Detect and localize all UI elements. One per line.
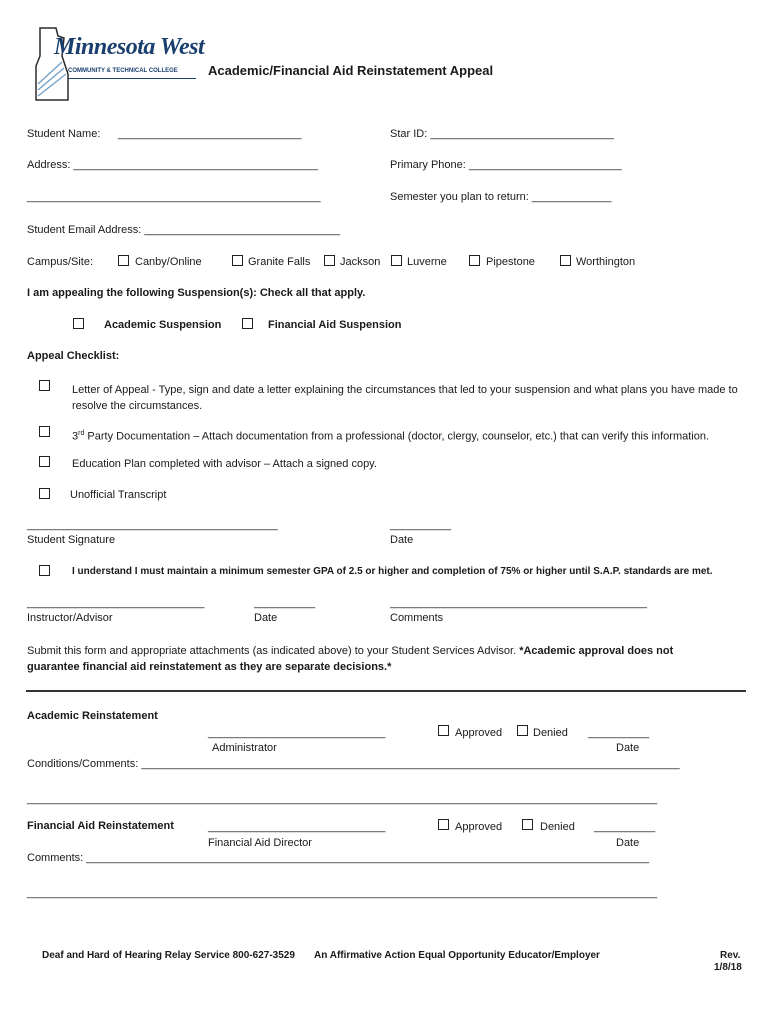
financial-comments-field[interactable]: Comments: ____________________________________________________________________________________________ — [27, 852, 650, 864]
advisor-signature-line[interactable]: _____________________________ — [27, 597, 205, 609]
campus-checkbox-granite-falls[interactable] — [232, 255, 243, 266]
understand-checkbox[interactable] — [39, 565, 50, 576]
advisor-comments-label: Comments — [390, 612, 444, 624]
email-field[interactable]: Student Email Address: ________________________________ — [27, 224, 341, 236]
administrator-label: Administrator — [212, 742, 277, 754]
campus-label-pipestone: Pipestone — [486, 256, 535, 268]
transcript-checkbox[interactable] — [39, 488, 50, 499]
address-line-2-field[interactable]: ________________________________________________ — [27, 191, 321, 203]
third-party-superscript: rd — [78, 430, 85, 437]
student-name-label: Student Name: — [27, 128, 101, 140]
appeal-heading: I am appealing the following Suspension(s): Check all that apply. — [27, 287, 366, 299]
advisor-comments-line[interactable]: __________________________________________ — [390, 597, 647, 609]
education-plan-checkbox[interactable] — [39, 456, 50, 467]
affirmative-action-text: An Affirmative Action Equal Opportunity Educator/Employer — [314, 950, 600, 961]
academic-denied-checkbox[interactable] — [517, 725, 528, 736]
letter-of-appeal-text: Letter of Appeal - Type, sign and date a letter explaining the circumstances that led to your suspension and what plans you have made to resolve the circumstances. — [72, 384, 738, 412]
understand-text: I understand I must maintain a minimum semester GPA of 2.5 or higher and completion of 75% or higher until S.A.P. standards are met. — [72, 566, 713, 577]
conditions-comments-line-2[interactable]: _______________________________________________________________________________________________________ — [27, 793, 658, 805]
administrator-signature-line[interactable]: _____________________________ — [208, 727, 386, 739]
primary-phone-field[interactable]: Primary Phone: _________________________ — [390, 159, 622, 171]
logo-underline — [68, 78, 196, 79]
revision-label: Rev. — [720, 950, 741, 961]
financial-aid-suspension-label: Financial Aid Suspension — [268, 319, 402, 331]
third-party-rest: Party Documentation – Attach documentation from a professional (doctor, clergy, counselor, etc.) that can verify this information. — [84, 430, 710, 443]
checklist-heading: Appeal Checklist: — [27, 350, 120, 362]
campus-label-granite-falls: Granite Falls — [248, 256, 311, 268]
financial-denied-checkbox[interactable] — [522, 819, 533, 830]
address-field[interactable]: Address: ________________________________________ — [27, 159, 319, 171]
financial-date-label: Date — [616, 837, 640, 849]
submit-note-text: Submit this form and appropriate attachments (as indicated above) to your Student Services Advisor. — [27, 645, 520, 657]
academic-date-label: Date — [616, 742, 640, 754]
academic-suspension-checkbox[interactable] — [73, 318, 84, 329]
student-signature-label: Student Signature — [27, 534, 116, 546]
advisor-date-line[interactable]: __________ — [254, 597, 316, 609]
financial-aid-director-label: Financial Aid Director — [208, 837, 312, 849]
campus-checkbox-canby[interactable] — [118, 255, 129, 266]
academic-suspension-label: Academic Suspension — [104, 319, 222, 331]
financial-aid-director-signature-line[interactable]: _____________________________ — [208, 821, 386, 833]
academic-date-line[interactable]: __________ — [588, 727, 650, 739]
campus-checkbox-worthington[interactable] — [560, 255, 571, 266]
campus-checkbox-jackson[interactable] — [324, 255, 335, 266]
student-name-field[interactable]: ______________________________ — [118, 128, 302, 140]
submit-note — [27, 643, 727, 675]
campus-label: Campus/Site: — [27, 256, 94, 268]
third-party-checkbox[interactable] — [39, 426, 50, 437]
financial-approved-label: Approved — [455, 821, 503, 833]
student-signature-date-line[interactable]: __________ — [390, 519, 452, 531]
star-id-field[interactable]: Star ID: ______________________________ — [390, 128, 614, 140]
academic-reinstatement-heading: Academic Reinstatement — [27, 710, 158, 722]
financial-comments-line-2[interactable]: _______________________________________________________________________________________________________ — [27, 887, 658, 899]
form-title: Academic/Financial Aid Reinstatement Appeal — [208, 63, 494, 78]
college-logo — [28, 26, 205, 104]
academic-approved-checkbox[interactable] — [438, 725, 449, 736]
academic-denied-label: Denied — [533, 727, 568, 739]
logo-wordmark: Minnesota West — [54, 34, 205, 60]
logo-subtitle: COMMUNITY & TECHNICAL COLLEGE — [68, 68, 178, 74]
campus-label-luverne: Luverne — [407, 256, 447, 268]
campus-label-canby: Canby/Online — [135, 256, 202, 268]
student-signature-line[interactable]: _________________________________________ — [27, 519, 278, 531]
revision-date: 1/8/18 — [714, 962, 742, 973]
campus-label-jackson: Jackson — [340, 256, 381, 268]
letter-of-appeal-checkbox[interactable] — [39, 380, 50, 391]
relay-service-text: Deaf and Hard of Hearing Relay Service 800-627-3529 — [42, 950, 295, 961]
advisor-date-label: Date — [254, 612, 278, 624]
third-party-text — [72, 426, 712, 445]
campus-label-worthington: Worthington — [576, 256, 636, 268]
section-divider — [26, 690, 746, 692]
financial-approved-checkbox[interactable] — [438, 819, 449, 830]
education-plan-text: Education Plan completed with advisor – Attach a signed copy. — [72, 458, 377, 470]
financial-aid-reinstatement-heading: Financial Aid Reinstatement — [27, 820, 174, 832]
academic-approved-label: Approved — [455, 727, 503, 739]
campus-checkbox-pipestone[interactable] — [469, 255, 480, 266]
third-party-number: 3 — [72, 430, 79, 443]
transcript-text: Unofficial Transcript — [70, 489, 167, 501]
campus-checkbox-luverne[interactable] — [391, 255, 402, 266]
submit-note-bold: *Academic approval does not guarantee financial aid reinstatement as they are separate decisions.* — [27, 645, 674, 673]
conditions-comments-field[interactable]: Conditions/Comments: ________________________________________________________________________________________ — [27, 758, 680, 770]
semester-field[interactable]: Semester you plan to return: _____________ — [390, 191, 612, 203]
financial-aid-suspension-checkbox[interactable] — [242, 318, 253, 329]
advisor-label: Instructor/Advisor — [27, 612, 113, 624]
student-signature-date-label: Date — [390, 534, 414, 546]
financial-denied-label: Denied — [540, 821, 575, 833]
financial-date-line[interactable]: __________ — [594, 821, 656, 833]
